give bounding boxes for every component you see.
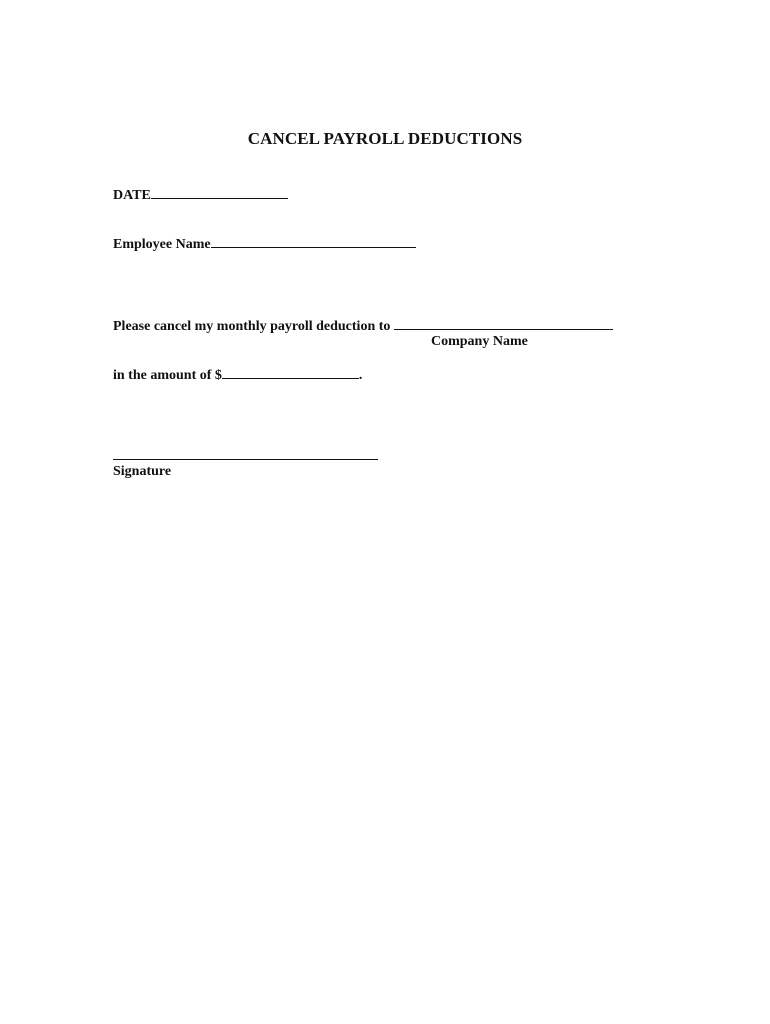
employee-name-row: [113, 235, 416, 253]
amount-row: [113, 366, 362, 384]
employee-name-blank[interactable]: [211, 235, 416, 248]
employee-name-label: Employee Name: [113, 237, 211, 252]
company-name-caption: Company Name: [431, 334, 528, 349]
amount-period: .: [358, 368, 363, 383]
amount-label: in the amount of $: [113, 368, 222, 383]
cancel-deduction-text: Please cancel my monthly payroll deduction to: [113, 319, 391, 334]
form-title: CANCEL PAYROLL DEDUCTIONS: [247, 129, 523, 148]
date-label: DATE: [113, 188, 151, 203]
signature-blank[interactable]: [113, 459, 378, 460]
signature-caption: Signature: [113, 464, 172, 479]
company-name-blank[interactable]: [394, 317, 613, 330]
amount-blank[interactable]: [222, 366, 359, 379]
cancel-deduction-row: [113, 317, 613, 335]
date-row: [113, 186, 288, 204]
date-blank[interactable]: [151, 186, 288, 199]
